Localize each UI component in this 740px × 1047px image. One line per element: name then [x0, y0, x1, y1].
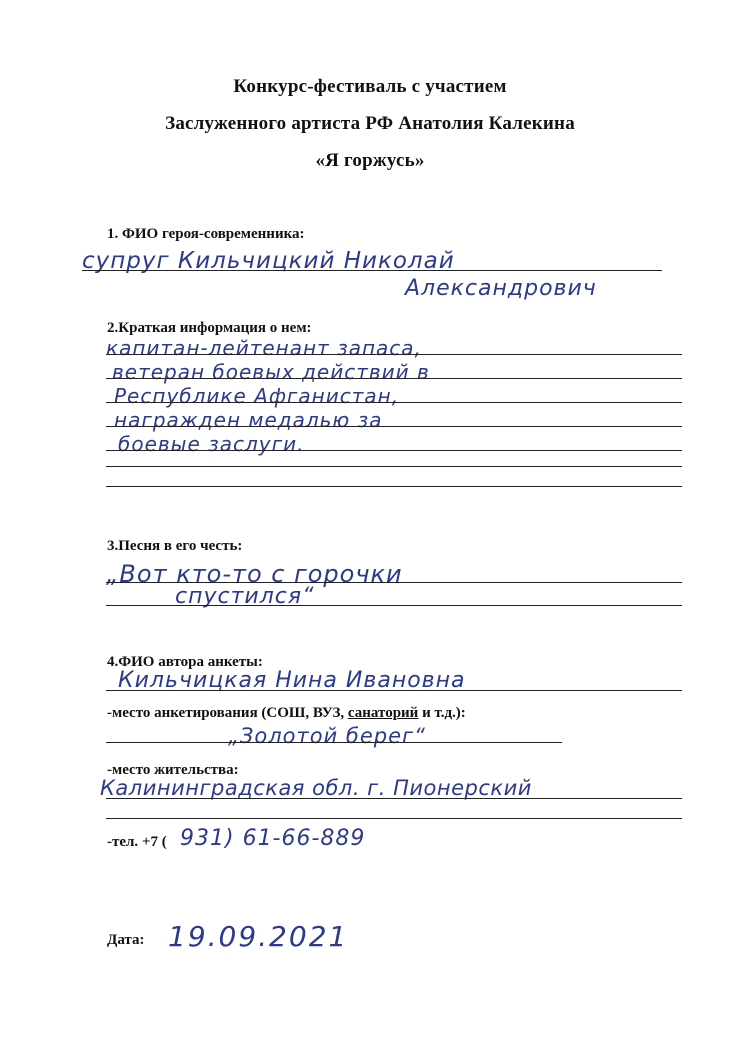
info-value-line1: капитан-лейтенант запаса, — [106, 336, 422, 360]
info-rule-7 — [106, 486, 682, 487]
info-label: 2.Краткая информация о нем: — [107, 320, 312, 336]
survey-place-label-underlined: санаторий — [347, 705, 419, 721]
header-line-2: Заслуженного артиста РФ Анатолия Калекина — [165, 113, 575, 134]
author-rule — [106, 690, 682, 691]
song-rule-2 — [106, 605, 682, 606]
info-rule-4 — [106, 426, 682, 427]
survey-place-label — [107, 705, 466, 722]
header-line-3: «Я горжусь» — [315, 150, 425, 171]
header-line-1: Конкурс-фестиваль с участием — [233, 76, 507, 97]
survey-place-rule — [106, 742, 562, 743]
survey-place-label-prefix: -место анкетирования (СОШ, ВУЗ, — [107, 705, 348, 721]
hero-name-label: 1. ФИО героя-современника: — [107, 226, 305, 242]
song-value-line1: „Вот кто-то с горочки — [106, 560, 403, 588]
info-rule-2 — [106, 378, 682, 379]
phone-value: 931) 61-66-889 — [180, 826, 366, 851]
residence-value: Калининградская обл. г. Пионерский — [100, 776, 532, 800]
author-label: 4.ФИО автора анкеты: — [107, 654, 263, 670]
song-value-line2: спустился“ — [175, 584, 315, 609]
info-rule-1 — [106, 354, 682, 355]
song-rule-1 — [106, 582, 682, 583]
info-rule-3 — [106, 402, 682, 403]
hero-name-value-line2: Александрович — [405, 276, 597, 301]
phone-label: -тел. +7 ( — [107, 834, 167, 850]
author-value: Кильчицкая Нина Ивановна — [118, 668, 466, 693]
info-value-line5: боевые заслуги. — [118, 432, 305, 456]
date-label: Дата: — [107, 932, 145, 948]
residence-rule-2 — [106, 818, 682, 819]
survey-place-value: „Золотой берег“ — [228, 724, 426, 748]
info-value-line4: награжден медалью за — [114, 408, 383, 432]
info-rule-6 — [106, 466, 682, 467]
residence-rule-1 — [106, 798, 682, 799]
hero-name-value-line1: супруг Кильчицкий Николай — [82, 248, 455, 274]
info-rule-5 — [106, 450, 682, 451]
survey-place-label-suffix: и т.д.): — [418, 705, 466, 721]
info-value-line2: ветеран боевых действий в — [112, 360, 430, 384]
residence-label: -место жительства: — [107, 762, 239, 778]
hero-name-rule-1 — [82, 270, 662, 271]
date-value: 19.09.2021 — [168, 920, 349, 953]
song-label: 3.Песня в его честь: — [107, 538, 243, 554]
info-value-line3: Республике Афганистан, — [114, 384, 400, 408]
